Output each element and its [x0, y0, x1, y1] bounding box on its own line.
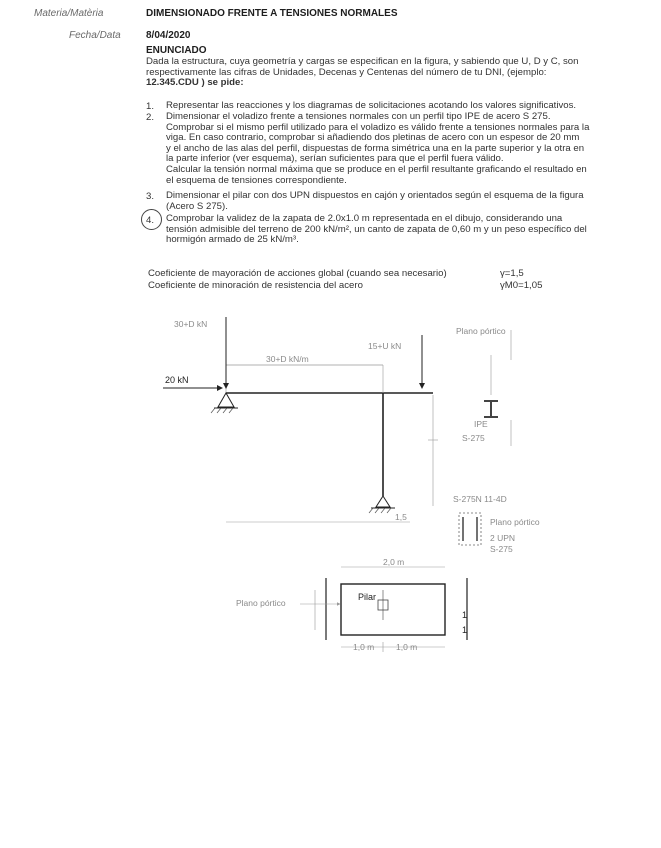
- item-line: Dimensionar el voladizo frente a tensiones normales con un perfil tipo IPE de acero S 275.: [166, 111, 551, 122]
- item-number: 1.: [146, 101, 155, 112]
- ipe-section: [456, 326, 511, 446]
- zapata-half-left: 1,0 m: [353, 642, 375, 652]
- footing-plan: [236, 557, 467, 652]
- pilar-plan-label: Pilar: [358, 592, 377, 602]
- item-line: Dimensionar el pilar con dos UPN dispuestos en cajón y orientados según el esquema de la figura: [166, 190, 584, 201]
- intro-line: Dada la estructura, cuya geometría y cargas se especifican en la figura, y sabiendo que U, D y C, son: [146, 56, 579, 67]
- column-height-dimension: [428, 395, 438, 506]
- zapata-half-right: 1,0 m: [396, 642, 418, 652]
- enunciado-title: ENUNCIADO: [146, 45, 207, 56]
- horizontal-load-label: 20 kN: [165, 375, 189, 385]
- svg-text:1,5: 1,5: [395, 512, 407, 522]
- zapata-plano-label: Plano pórtico: [236, 598, 286, 608]
- item-line: tensión admisible del terreno de 200 kN/m², un canto de zapata de 0,60 m y un peso específico del: [166, 223, 587, 235]
- page-title: DIMENSIONADO FRENTE A TENSIONES NORMALES: [146, 8, 398, 19]
- item-line: Representar las reacciones y los diagramas de solicitaciones acotando los valores significativos.: [166, 100, 577, 111]
- point-load-left-label: 30+D kN: [174, 319, 208, 329]
- span-dimension: [226, 512, 410, 522]
- item-line: viga. En caso contrario, comprobar si añadiendo dos pletinas de acero con un espesor de 20 mm: [166, 132, 580, 144]
- pilar-label: S-275N 11-4D: [453, 494, 507, 504]
- item-line: (Acero S 275).: [166, 200, 228, 212]
- point-load-right: [368, 335, 422, 388]
- coef-minoracion-value: γM0=1,05: [500, 280, 543, 291]
- upn-steel: S-275: [490, 544, 513, 554]
- fixed-support-icon: [369, 496, 395, 513]
- materia-label: Materia/Matèria: [34, 8, 104, 19]
- item-line: Comprobar si el mismo perfil utilizado para el voladizo es válido frente a tensiones normales para la: [166, 121, 590, 133]
- date-value: 8/04/2020: [146, 30, 191, 41]
- section-marker: 1: [462, 610, 468, 620]
- horizontal-load: [163, 375, 222, 388]
- distributed-load: [226, 354, 383, 393]
- item-line: hormigón armado de 25 kN/m³.: [166, 234, 299, 246]
- point-load-right-label: 15+U kN: [368, 341, 402, 351]
- ipe-steel: S-275: [462, 433, 485, 443]
- intro-line: 12.345.CDU ) se pide:: [146, 77, 244, 89]
- distributed-load-label: 30+D kN/m: [266, 354, 309, 364]
- coef-minoracion-label: Coeficiente de minoración de resistencia del acero: [148, 280, 363, 291]
- item-number: 3.: [146, 191, 155, 202]
- section-marker: 1: [462, 625, 468, 635]
- item-line: el esquema de tensiones correspondiente.: [166, 174, 347, 186]
- item-line: y el ancho de las alas del perfil, dispuestas de forma simétrica una en la parte superior y la otra en: [166, 142, 585, 154]
- intro-line: respectivamente las cifras de Unidades, Decenas y Centenas del número de tu DNI, (ejemplo:: [146, 66, 547, 78]
- item-number: 2.: [146, 112, 155, 123]
- coef-mayoracion-label: Coeficiente de mayoración de acciones global (cuando sea necesario): [148, 268, 447, 279]
- item-line: la parte inferior (ver esquema), serían suficientes para que el perfil fuera válido.: [166, 153, 504, 165]
- item-line: Comprobar la validez de la zapata de 2.0x1.0 m representada en el dibujo, considerando una: [166, 213, 563, 224]
- plano-portico-label: Plano pórtico: [456, 326, 506, 336]
- zapata-width-label: 2,0 m: [383, 557, 405, 567]
- upn-plano-label: Plano pórtico: [490, 517, 540, 527]
- fecha-label: Fecha/Data: [69, 30, 121, 41]
- upn-label: 2 UPN: [490, 533, 516, 543]
- coef-mayoracion-value: γ=1,5: [500, 268, 524, 279]
- upn-section: [453, 494, 540, 554]
- pin-support-icon: [211, 393, 238, 413]
- item-number-circled: 4.: [146, 215, 155, 226]
- ipe-label: IPE: [474, 419, 488, 429]
- item-line: Calcular la tensión normal máxima que se produce en el perfil resultante graficando el resultado en: [166, 163, 587, 175]
